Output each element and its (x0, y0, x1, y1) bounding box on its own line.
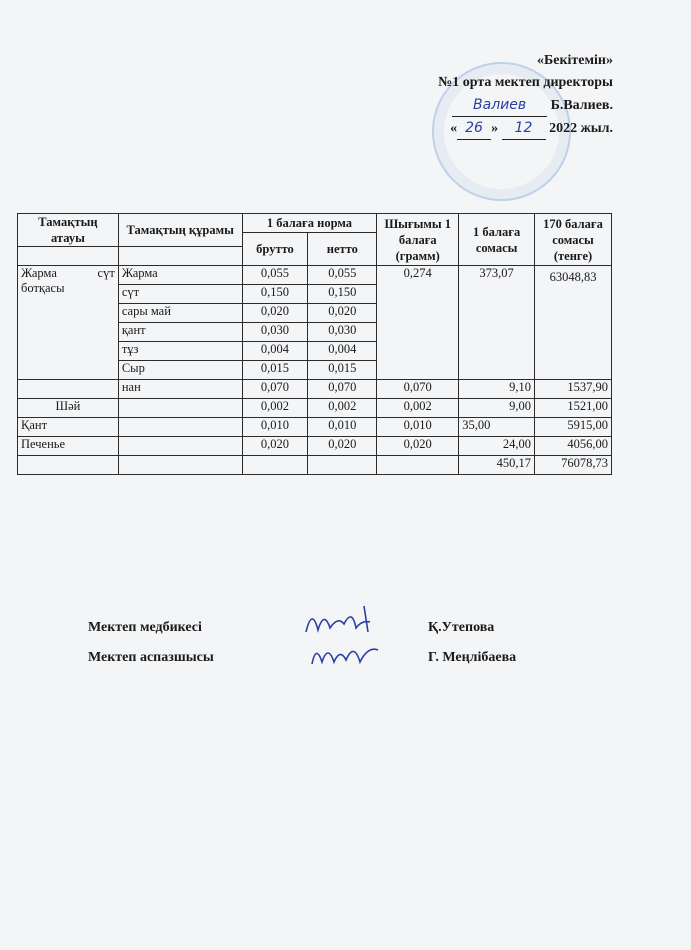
empty-cell (18, 380, 119, 399)
table-row (18, 380, 612, 399)
col-header-brutto: брутто (242, 233, 308, 266)
table-row (18, 437, 612, 456)
netto-cell: 0,002 (308, 399, 377, 418)
netto-cell: 0,020 (308, 304, 377, 323)
empty-cell (308, 456, 377, 475)
approval-date (353, 117, 613, 140)
netto-cell: 0,070 (308, 380, 377, 399)
cost-170-cell: 5915,00 (535, 418, 612, 437)
ingredient-cell: сары май (118, 304, 242, 323)
ingredient-cell: тұз (118, 342, 242, 361)
brutto-cell: 0,010 (242, 418, 308, 437)
empty-cell (118, 456, 242, 475)
date-open-quote: « (450, 121, 458, 136)
empty-cell (18, 456, 119, 475)
col-header-yield: Шығымы 1 балаға (грамм) (377, 214, 459, 266)
ingredient-cell: қант (118, 323, 242, 342)
brutto-cell: 0,004 (242, 342, 308, 361)
cook-name: Г. Меңлібаева (428, 650, 517, 665)
yield-cell: 0,070 (377, 380, 459, 399)
total-cost-one: 450,17 (459, 456, 535, 475)
col-header-name: Тамақтың атауы (18, 214, 119, 247)
dish-name: Қант (18, 418, 119, 437)
cost-one-cell: 35,00 (459, 418, 535, 437)
col-header-cost-170: 170 балаға сомасы (тенге) (535, 214, 612, 266)
yield-cell-porridge: 0,274 (377, 266, 459, 380)
ingredient-cell: сүт (118, 285, 242, 304)
yield-cell: 0,020 (377, 437, 459, 456)
director-signature: Валиев (452, 94, 547, 117)
brutto-cell: 0,055 (242, 266, 308, 285)
col-header-composition: Тамақтың құрамы (118, 214, 242, 247)
cost-170-cell: 4056,00 (535, 437, 612, 456)
dish-name: Печенье (18, 437, 119, 456)
col-header-cost-one: 1 балаға сомасы (459, 214, 535, 266)
table-row (18, 418, 612, 437)
netto-cell: 0,020 (308, 437, 377, 456)
table-total-row (18, 456, 612, 475)
cost-one-porridge: 373,07 (459, 266, 535, 380)
empty-cell (118, 437, 242, 456)
cost-170-porridge: 63048,83 (535, 266, 612, 380)
brutto-cell: 0,020 (242, 304, 308, 323)
netto-cell: 0,055 (308, 266, 377, 285)
date-close-quote: » (491, 121, 499, 136)
date-year: 2022 жыл. (549, 121, 613, 136)
netto-cell: 0,015 (308, 361, 377, 380)
signatures-block (88, 620, 558, 680)
netto-cell: 0,004 (308, 342, 377, 361)
empty-cell (377, 456, 459, 475)
ingredient-cell: нан (118, 380, 242, 399)
col-header-norm: 1 балаға норма (242, 214, 377, 233)
netto-cell: 0,030 (308, 323, 377, 342)
date-month: 12 (502, 117, 546, 140)
approval-block (353, 50, 613, 140)
total-cost-170: 76078,73 (535, 456, 612, 475)
yield-cell: 0,002 (377, 399, 459, 418)
ingredient-cell: Сыр (118, 361, 242, 380)
cook-signature-row (88, 650, 558, 680)
brutto-cell: 0,030 (242, 323, 308, 342)
brutto-cell: 0,015 (242, 361, 308, 380)
brutto-cell: 0,070 (242, 380, 308, 399)
nurse-name: Қ.Утепова (428, 620, 495, 635)
header-spacer (118, 247, 242, 266)
brutto-cell: 0,020 (242, 437, 308, 456)
col-header-netto: нетто (308, 233, 377, 266)
netto-cell: 0,150 (308, 285, 377, 304)
brutto-cell: 0,002 (242, 399, 308, 418)
approval-director-line (353, 94, 613, 117)
cost-one-cell: 24,00 (459, 437, 535, 456)
date-day: 26 (457, 117, 491, 140)
netto-cell: 0,010 (308, 418, 377, 437)
approval-position: №1 орта мектеп директоры (438, 75, 613, 90)
cook-handwritten-signature (298, 632, 388, 672)
cook-role: Мектеп аспазшысы (88, 650, 214, 665)
brutto-cell: 0,150 (242, 285, 308, 304)
empty-cell (118, 399, 242, 418)
table-header-row (18, 214, 612, 233)
nurse-role: Мектеп медбикесі (88, 620, 202, 635)
table-row (18, 399, 612, 418)
director-name: Б.Валиев. (550, 98, 613, 113)
dish-name: Шәй (18, 399, 119, 418)
menu-table (17, 213, 612, 475)
empty-cell (242, 456, 308, 475)
empty-cell (118, 418, 242, 437)
header-spacer (18, 247, 119, 266)
dish-name-porridge: Жарма сүт ботқасы (18, 266, 119, 380)
ingredient-cell: Жарма (118, 266, 242, 285)
yield-cell: 0,010 (377, 418, 459, 437)
approval-title: «Бекітемін» (536, 53, 613, 68)
cost-one-cell: 9,00 (459, 399, 535, 418)
cost-170-cell: 1521,00 (535, 399, 612, 418)
cost-170-cell: 1537,90 (535, 380, 612, 399)
cost-one-cell: 9,10 (459, 380, 535, 399)
table-row (18, 266, 612, 285)
